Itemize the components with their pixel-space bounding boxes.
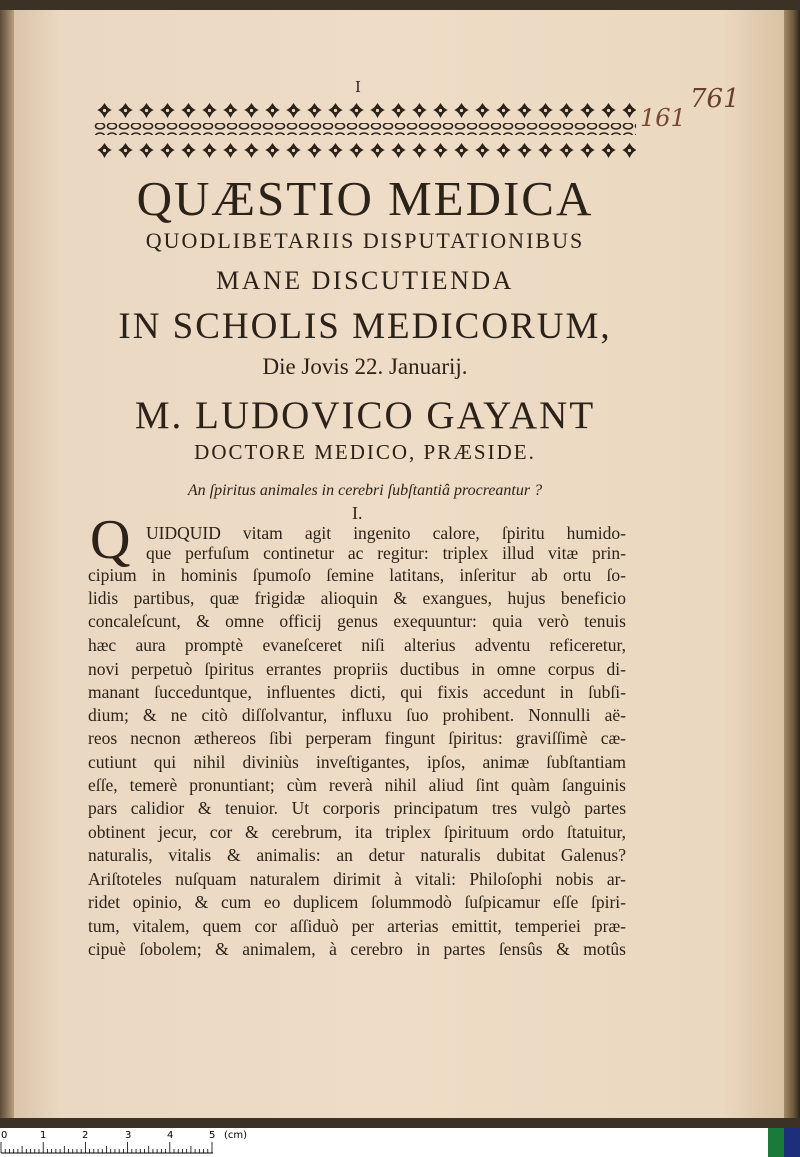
body-line: ridet opinio, & cum eo duplicem ſolummodò ſuſpicamur eſſe ſpiri- bbox=[88, 892, 626, 912]
praeses-role: DOCTORE MEDICO, PRÆSIDE. bbox=[194, 440, 536, 464]
page-number: I bbox=[355, 78, 361, 96]
body-line: obtinent jecur, cor & cerebrum, ita triplex ſpirituum ordo ſtatuitur, bbox=[88, 822, 626, 842]
body-line: Ariſtoteles nuſquam naturalem dirimit à vitali: Philoſophi nobis ar- bbox=[88, 869, 626, 889]
page-fore-edge bbox=[784, 10, 800, 1118]
body-line: novi perpetuò ſpiritus errantes propriis ductibus in omne corpus di- bbox=[88, 659, 626, 679]
scale-label: 2 bbox=[82, 1130, 89, 1141]
disputation-date: Die Jovis 22. Januarij. bbox=[262, 354, 468, 379]
body-line: cipium in hominis ſpumoſo ſemine latitans, inſeritur ab ortu ſo- bbox=[88, 565, 626, 585]
scale-label: 5 bbox=[209, 1130, 216, 1141]
title-main: QUÆSTIO MEDICA bbox=[136, 171, 594, 226]
body-line: tum, vitalem, quem cor aſſiduò per arterias emittit, temperiei præ- bbox=[88, 916, 626, 936]
body-line: dium; & ne citò diſſolvantur, influxu ſuo prohibent. Nonnulli aë- bbox=[88, 705, 626, 725]
scale-label: 0 bbox=[1, 1130, 8, 1141]
section-numeral: I. bbox=[352, 503, 363, 523]
handwritten-folio-number-struck: 161 bbox=[640, 104, 686, 132]
body-line: manant ſucceduntque, influentes dicti, qui fixis accedunt in ſubſi- bbox=[88, 682, 626, 702]
body-line: lidis partibus, quæ frigidæ alioquin & exangues, hujus beneficio bbox=[88, 588, 626, 608]
scale-label: 4 bbox=[167, 1130, 174, 1141]
body-line: hæc aura promptè evaneſceret niſi alterius adventu reficeretur, bbox=[88, 635, 626, 655]
color-calibration-patch bbox=[768, 1128, 800, 1157]
title-subtitle-3: IN SCHOLIS MEDICORUM, bbox=[118, 306, 612, 347]
body-line: eſſe, temerè pronuntiant; cùm reverà nihil aliud ſint quàm ſanguinis bbox=[88, 775, 626, 795]
drop-cap: Q bbox=[90, 509, 131, 571]
page-binding-edge bbox=[0, 10, 14, 1118]
body-line: naturalis, vitalis & animalis: an detur naturalis dubitat Galenus? bbox=[88, 845, 626, 865]
body-line: que perfuſum continetur ac regitur: triplex illud vitæ prin- bbox=[146, 543, 626, 563]
body-line: UIDQUID vitam agit ingenito calore, ſpiritu humido- bbox=[146, 523, 626, 543]
body-line: pars calidior & tenuior. Ut corporis principatum tres vulgò partes bbox=[88, 798, 626, 818]
measurement-scale bbox=[0, 1128, 800, 1157]
scale-ruler bbox=[0, 1128, 230, 1157]
body-line: cutiunt qui nihil diviniùs inveſtigantes, ipſos, animæ ſubſtantiam bbox=[88, 752, 626, 772]
handwritten-folio-number: 761 bbox=[690, 84, 740, 114]
title-subtitle-2: MANE DISCUTIENDA bbox=[216, 266, 514, 295]
scale-unit: (cm) bbox=[224, 1130, 248, 1141]
typographic-ornament-band bbox=[94, 101, 636, 161]
scale-label: 1 bbox=[40, 1130, 47, 1141]
body-line: cipuè ſobolem; & animalem, à cerebro in partes ſensûs & motûs bbox=[88, 939, 626, 959]
praeses-name: M. LUDOVICO GAYANT bbox=[134, 394, 596, 437]
title-subtitle-1: QUODLIBETARIIS DISPUTATIONIBUS bbox=[145, 228, 585, 253]
thesis-question: An ſpiritus animales in cerebri ſubſtantiâ procreantur ? bbox=[187, 482, 543, 499]
body-line: reos necnon æthereos ſibi perperam fingunt ſpiritus: graviſſimè cæ- bbox=[88, 728, 626, 748]
scale-label: 3 bbox=[125, 1130, 132, 1141]
body-line: concaleſcunt, & omne officij genus exequuntur: quia verò tenuis bbox=[88, 611, 626, 631]
